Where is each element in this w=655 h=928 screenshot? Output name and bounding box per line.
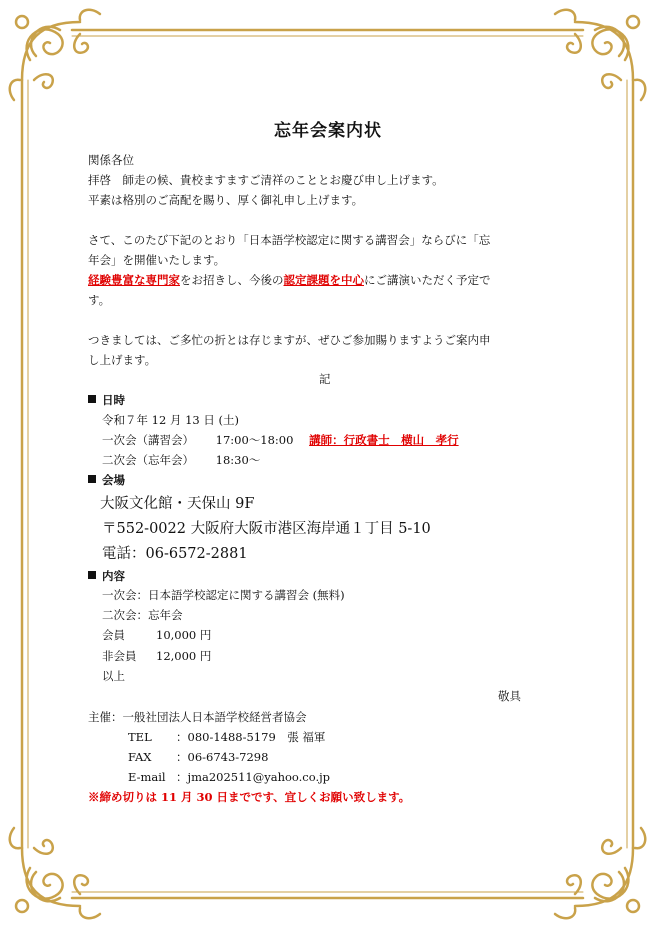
session-2-time: 18:30～ <box>215 453 261 467</box>
greeting-line-2: 平素は格別のご高配を賜り、厚く御礼申し上げます。 <box>88 193 364 207</box>
venue-phone: 電話：06-6572-2881 <box>102 546 248 562</box>
session-2-row <box>102 450 260 470</box>
deadline-notice: ※締め切りは 11 月 30 日までです、宜しくお願い致します。 <box>88 790 411 804</box>
organizer-email-row <box>128 767 330 787</box>
salutation: 関係各位 <box>88 153 134 167</box>
lecturer-name: 講師：行政書士 横山 孝行 <box>309 433 459 447</box>
content-item-1: 一次会：日本語学校認定に関する講習会 (無料) <box>102 588 345 602</box>
organizer-fax-row <box>128 747 268 767</box>
member-fee-row <box>102 625 211 645</box>
venue-name: 大阪文化館・天保山 9F <box>100 496 255 512</box>
square-bullet-icon <box>88 395 96 403</box>
content-item-2: 二次会：忘年会 <box>102 608 183 622</box>
section-heading-content: 内容 <box>88 566 125 586</box>
highlight-experienced: 経験豊富な <box>88 273 146 287</box>
fax-value: ：06-6743-7298 <box>176 750 269 764</box>
venue-address: 〒552-0022 大阪府大阪市港区海岸通１丁目 5-10 <box>102 521 431 537</box>
session-1-row <box>102 430 459 450</box>
keigu-closing: 敬具 <box>498 689 521 703</box>
paragraph-3-line-1: つきましては、ご多忙の折とは存じますが、ぜひご参加賜りますようご案内申 <box>88 333 491 347</box>
paragraph-2-line-2: す。 <box>88 293 111 307</box>
organizer-tel-row <box>128 727 325 747</box>
session-2-label: 二次会（忘年会） <box>102 453 194 467</box>
paragraph-3-line-2: し上げます。 <box>88 353 157 367</box>
tel-label: TEL <box>128 730 152 744</box>
nonmember-label: 非会員 <box>102 649 137 663</box>
fax-label: FAX <box>128 750 152 764</box>
paragraph-2-text-b: にご講演いただく予定で <box>364 273 491 287</box>
section-heading-datetime: 日時 <box>88 390 125 410</box>
paragraph-2-text-a: をお招きし、今後の <box>180 273 284 287</box>
page-title: 忘年会案内状 <box>274 121 382 141</box>
tel-value: ：080-1488-5179 張 福軍 <box>176 730 326 744</box>
highlight-certification-topic: 認定課題を中心 <box>283 273 364 287</box>
ki-marker: 記 <box>319 372 331 386</box>
paragraph-1-line-1: さて、このたび下記のとおり「日本語学校認定に関する講習会」ならびに「忘 <box>88 233 491 247</box>
member-fee: 10,000 円 <box>156 628 212 642</box>
paragraph-2-line-1 <box>88 270 491 290</box>
section-heading-venue: 会場 <box>88 470 125 490</box>
session-1-label: 一次会（講習会） <box>102 433 194 447</box>
member-label: 会員 <box>102 628 125 642</box>
nonmember-fee-row <box>102 646 211 666</box>
ijou-marker: 以上 <box>102 669 125 683</box>
highlight-expert: 専門家 <box>145 273 180 287</box>
nonmember-fee: 12,000 円 <box>156 649 212 663</box>
square-bullet-icon <box>88 475 96 483</box>
session-1-time: 17:00～18:00 <box>215 433 294 447</box>
paragraph-1-line-2: 年会」を開催いたします。 <box>88 253 226 267</box>
event-date: 令和７年 12 月 13 日 (土) <box>102 413 240 427</box>
square-bullet-icon <box>88 571 96 579</box>
email-value: ：jma202511@yahoo.co.jp <box>176 770 331 784</box>
organizer-label: 主催：一般社団法人日本語学校経営者協会 <box>88 710 307 724</box>
email-label: E-mail <box>128 770 166 784</box>
greeting-line-1: 拝啓 師走の候、貴校ますますご清祥のこととお慶び申し上げます。 <box>88 173 444 187</box>
